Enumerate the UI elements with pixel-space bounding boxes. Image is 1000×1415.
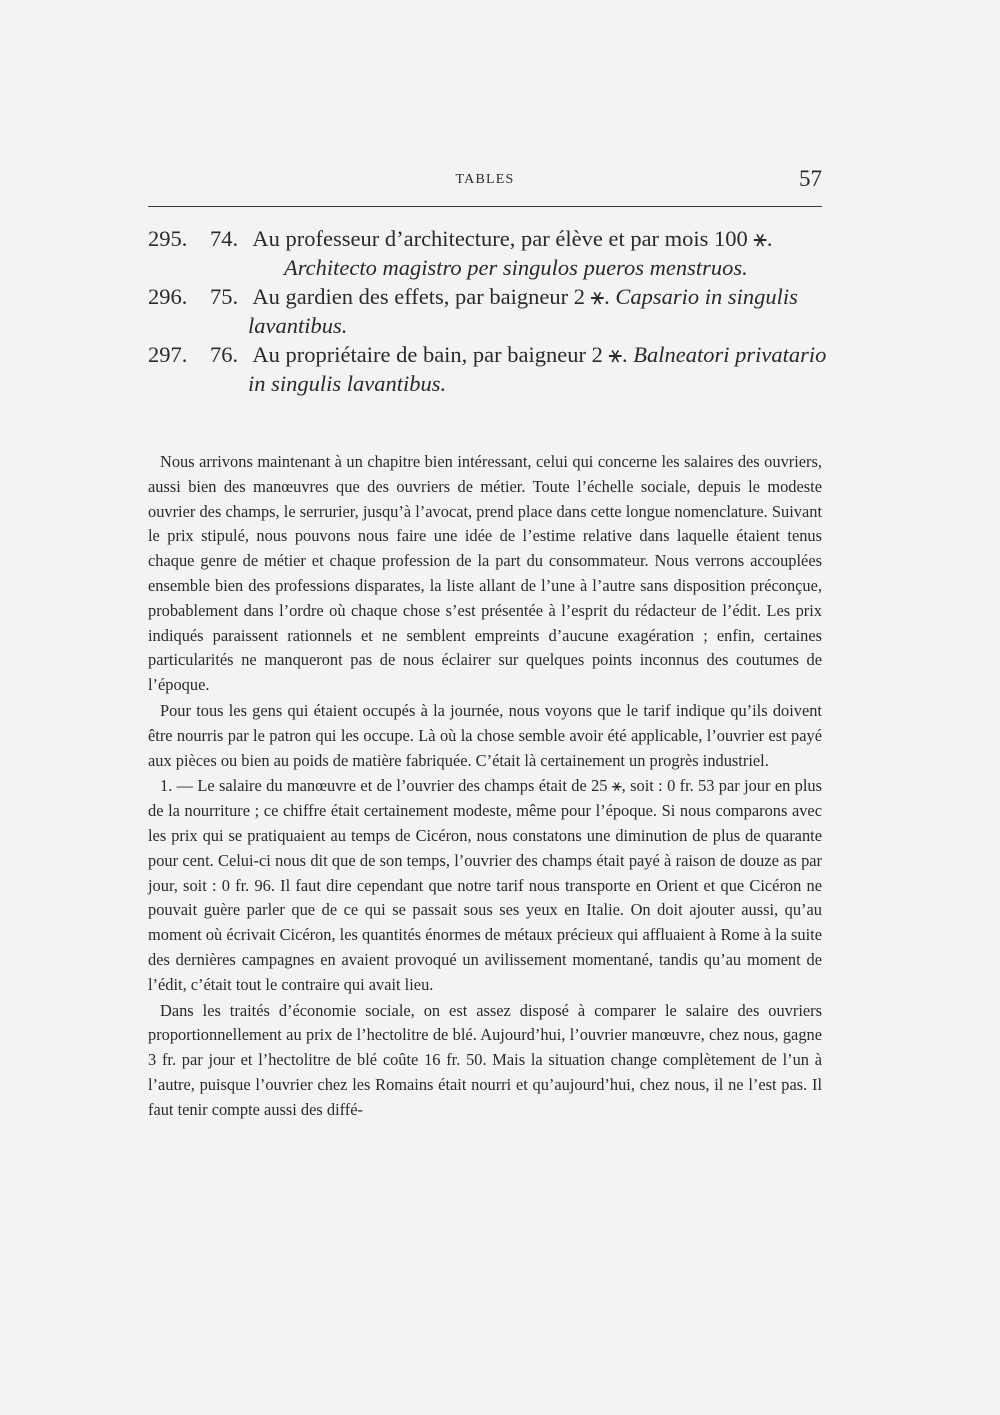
entry-text: Au professeur d’architecture, par élève et par mois 100 ⚹. bbox=[252, 226, 773, 251]
entry-latin-continuation: lavantibus. bbox=[248, 313, 348, 338]
tariff-list bbox=[148, 224, 828, 398]
entry-sub-number: 74. bbox=[210, 226, 239, 251]
tariff-entry-295 bbox=[148, 224, 828, 282]
entry-latin-continuation: in singulis lavantibus. bbox=[248, 371, 447, 396]
entry-number: 297. bbox=[148, 342, 188, 367]
paragraph: Dans les traités d’économie sociale, on est assez disposé à comparer le salaire des ouvriers proportionnellement au prix de l’hectolitre de blé. Aujourd’hui, l’ouvrier manœuvre, chez nous, gagne 3 fr. par jour et l’hectolitre de blé coûte 16 fr. 50. Mais la situation change complètement de l’un à l’autre, puisque l’ouvrier chez les Romains était nourri et qu’aujourd’hui, chez nous, il ne l’est pas. Il faut tenir compte aussi des diffé- bbox=[148, 1000, 822, 1119]
tariff-entry-line bbox=[148, 224, 828, 253]
tariff-entry-297 bbox=[148, 340, 828, 398]
entry-latin: Capsario in singulis bbox=[615, 284, 798, 309]
tariff-entry-line bbox=[148, 282, 828, 311]
entry-text: Au propriétaire de bain, par baigneur 2 ⚹. bbox=[252, 342, 628, 367]
entry-latin: Architecto magistro per singulos pueros menstruos. bbox=[284, 255, 748, 280]
entry-text: Au gardien des effets, par baigneur 2 ⚹. bbox=[252, 284, 610, 309]
paragraph: 1. — Le salaire du manœuvre et de l’ouvrier des champs était de 25 ⚹, soit : 0 fr. 53 par jour en plus de la nourriture ; ce chiffre était certainement modeste, même pour l’époque. Si nous comparons avec les prix qui se pratiquaient au temps de Cicéron, nous constatons une diminution de plus de quarante pour cent. Celui-ci nous dit que de son temps, l’ouvrier des champs était payé à raison de douze as par jour, soit : 0 fr. 96. Il faut dire cependant que notre tarif nous transporte en Orient et que Cicéron ne pouvait guère parler que de ce qui se passait sous ses yeux en Italie. On doit ajouter aussi, qu’au moment où écrivait Cicéron, les quantités énormes de métaux précieux qui affluaient à Rome à la suite des dernières campagnes en avaient provoqué un avilissement momentané, tandis qu’au moment de l’édit, c’était tout le contraire qui avait lieu. bbox=[148, 776, 822, 994]
paragraph: Pour tous les gens qui étaient occupés à la journée, nous voyons que le tarif indique qu’ils doivent être nourris par le patron qui les occupe. Là où la chose semble avoir été applicable, l’ouvrier est payé aux pièces ou bien au poids de matière fabriquée. C’était là certainement un progrès industriel. bbox=[148, 700, 822, 770]
running-head bbox=[148, 166, 822, 200]
header-rule bbox=[148, 206, 822, 207]
body-text bbox=[148, 450, 822, 1124]
tariff-entry-296 bbox=[148, 282, 828, 340]
running-title: TABLES bbox=[455, 172, 515, 187]
tariff-entry-line bbox=[148, 340, 828, 369]
entry-number: 296. bbox=[148, 284, 188, 309]
paragraph: Nous arrivons maintenant à un chapitre bien intéressant, celui qui concerne les salaires des ouvriers, aussi bien des manœuvres que des ouvriers de métier. Toute l’échelle sociale, depuis le modeste ouvrier des champs, le serrurier, jusqu’à l’avocat, prend place dans cette longue nomenclature. Suivant le prix stipulé, nous pouvons nous faire une idée de l’estime relative dans laquelle étaient tenus chaque genre de métier et chaque profession de la part du consommateur. Nous verrons accouplées ensemble bien des professions disparates, la liste allant de l’une à l’autre sans disposition préconçue, probablement dans l’ordre où chaque chose s’est présentée à l’esprit du rédacteur de l’édit. Les prix indiqués paraissent rationnels et ne semblent empreints d’aucune exagération ; enfin, certaines particularités ne manqueront pas de nous éclairer sur quelques points inconnus des coutumes de l’époque. bbox=[148, 452, 822, 695]
entry-number: 295. bbox=[148, 226, 188, 251]
entry-sub-number: 75. bbox=[210, 284, 239, 309]
entry-latin: Balneatori privatario bbox=[633, 342, 827, 367]
entry-sub-number: 76. bbox=[210, 342, 239, 367]
page-number: 57 bbox=[799, 166, 822, 191]
